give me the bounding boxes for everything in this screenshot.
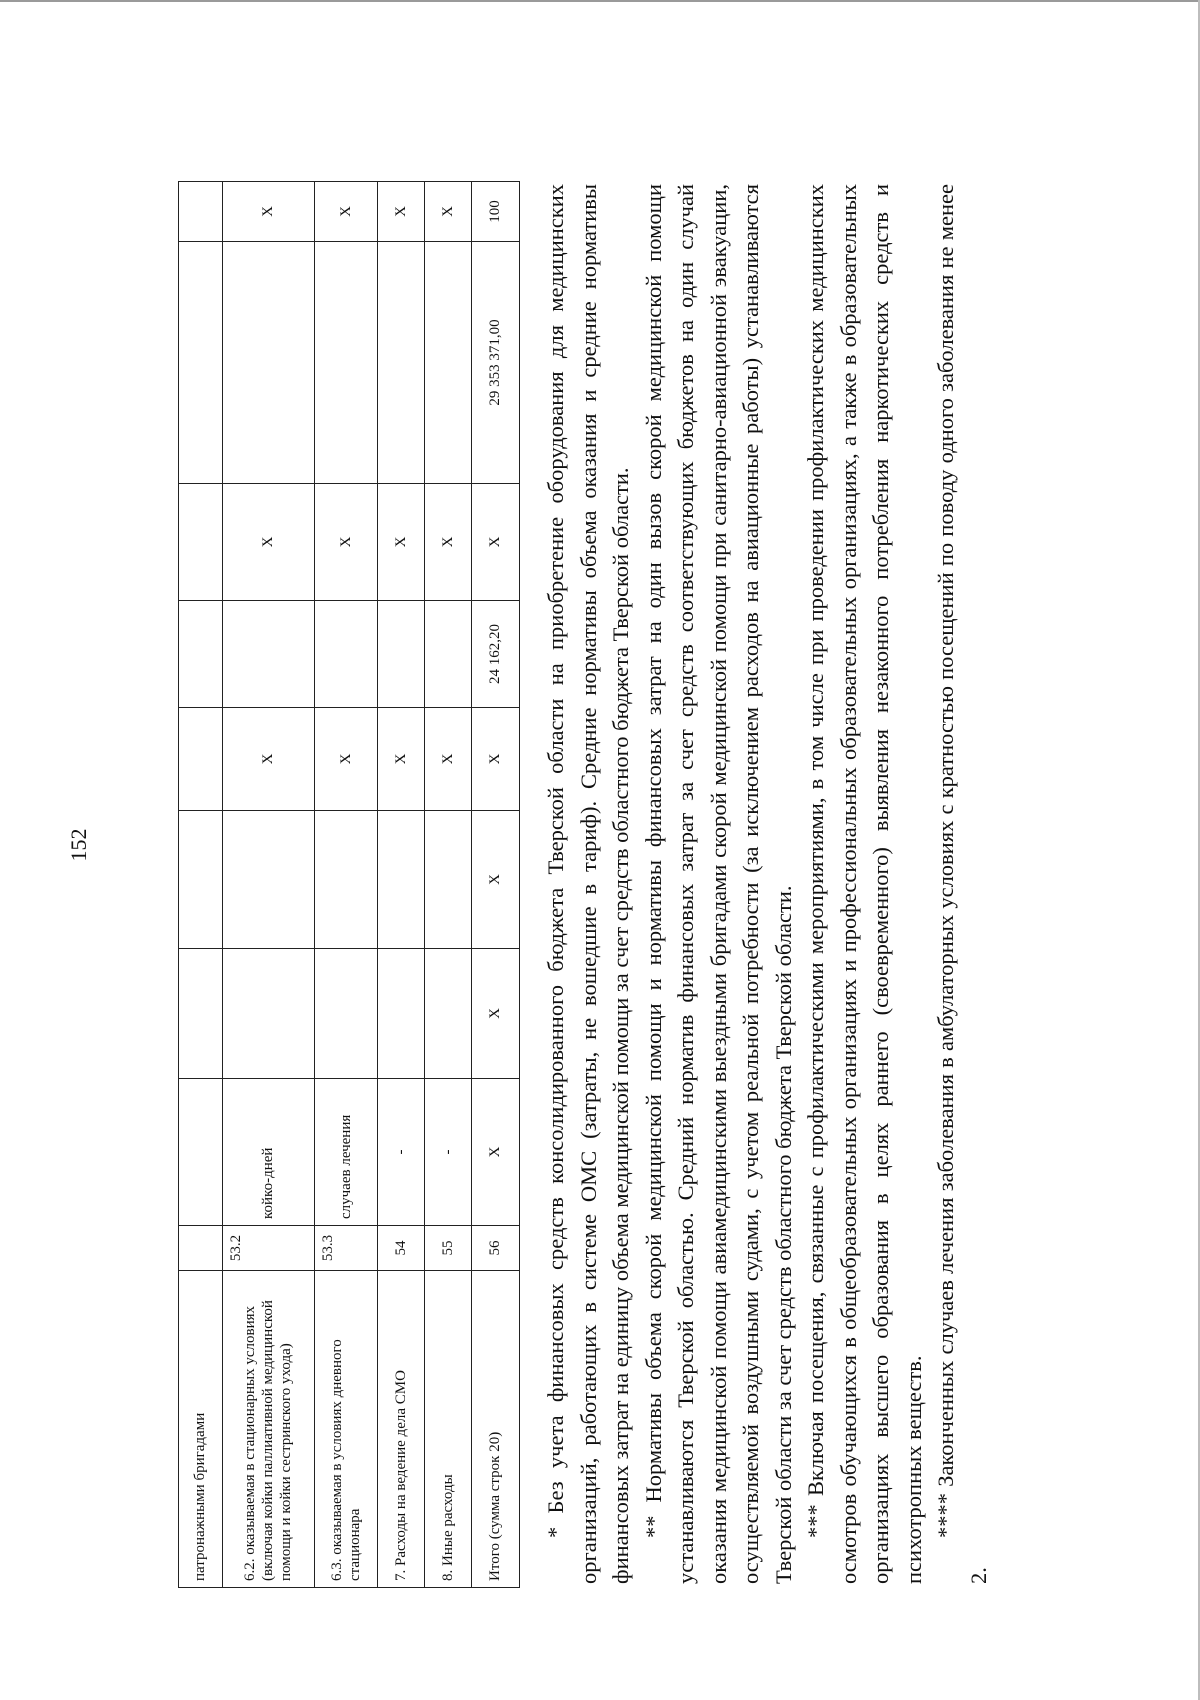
row-unit: - (377, 1079, 424, 1226)
row-cell: Х (377, 182, 424, 242)
row-cell (314, 601, 377, 708)
footnote-1: * Без учета финансовых средств консолидированного бюджета Тверской области на приобретение оборудования для медицинских организаций, работающих в системе ОМС (затраты, не вошедшие в тариф). Средние нормативы объема оказания и средние нормативы финансовых затрат на единицу объема медицинской помощи за счет средств областного бюджета Тверской области. (543, 184, 633, 1584)
row-cell (179, 811, 223, 949)
row-cell: Х (471, 811, 519, 949)
row-cell (179, 242, 223, 484)
row-cell (179, 601, 223, 708)
row-cell: 29 353 371,00 (471, 242, 519, 484)
row-unit: койко-дней (222, 1079, 314, 1226)
table-row (424, 182, 471, 1588)
row-unit (179, 1079, 223, 1226)
row-cell: Х (222, 708, 314, 811)
row-cell (424, 949, 471, 1079)
table-row (314, 182, 377, 1588)
row-code (179, 1226, 223, 1271)
row-code: 53.2 (222, 1226, 314, 1271)
row-cell: Х (314, 182, 377, 242)
row-cell (377, 242, 424, 484)
row-cell (179, 182, 223, 242)
row-cell (377, 949, 424, 1079)
footnote-4: **** Законченных случаев лечения заболевания в амбулаторных условиях с кратностью посещений по поводу одного заболевания не менее 2. (933, 184, 991, 1584)
row-cell: Х (471, 708, 519, 811)
budget-table (178, 181, 520, 1588)
row-cell: 100 (471, 182, 519, 242)
footnotes (540, 184, 995, 1584)
row-cell: Х (471, 484, 519, 601)
row-cell: 24 162,20 (471, 601, 519, 708)
row-code: 54 (377, 1226, 424, 1271)
row-cell (179, 484, 223, 601)
row-cell (424, 601, 471, 708)
row-cell (314, 811, 377, 949)
row-cell (377, 811, 424, 949)
row-cell (222, 601, 314, 708)
row-cell (424, 242, 471, 484)
row-cell (314, 949, 377, 1079)
table-row (471, 182, 519, 1588)
row-name: Итого (сумма строк 20) (471, 1271, 519, 1588)
row-code: 53.3 (314, 1226, 377, 1271)
row-cell: Х (377, 484, 424, 601)
row-cell: Х (471, 949, 519, 1079)
table-row (222, 182, 314, 1588)
row-cell (179, 708, 223, 811)
row-cell (222, 242, 314, 484)
row-name: патронажными бригадами (179, 1271, 223, 1588)
row-cell: Х (314, 484, 377, 601)
footnote-2: ** Нормативы объема скорой медицинской помощи и нормативы финансовых затрат на один вызов скорой медицинской помощи устанавливаются Тверской областью. Средний норматив финансовых затрат за счет средств соответствующих бюджетов на один случай оказания медицинской помощи авиамедицинскими выездными бригадами скорой медицинской помощи при санитарно-авиационной эвакуации, осуществляемой воздушными судами, с учетом реальной потребности (за исключением расходов на авиационные работы) устанавливаются Тверской области за счет средств областного бюджета Тверской области. (640, 184, 796, 1584)
row-cell: Х (222, 182, 314, 242)
row-code: 56 (471, 1226, 519, 1271)
row-cell: Х (377, 708, 424, 811)
row-cell (314, 242, 377, 484)
row-name: 7. Расходы на ведение дела СМО (377, 1271, 424, 1588)
row-name: 6.3. оказываемая в условиях дневного стационара (314, 1271, 377, 1588)
table-row (377, 182, 424, 1588)
row-cell (222, 811, 314, 949)
row-cell: Х (222, 484, 314, 601)
row-cell (222, 949, 314, 1079)
row-cell: Х (424, 182, 471, 242)
table-row (179, 182, 223, 1588)
row-cell (179, 949, 223, 1079)
row-unit: - (424, 1079, 471, 1226)
row-name: 6.2. оказываемая в стационарных условиях (включая койки паллиативной медицинской помощи и койки сестринского ухода) (222, 1271, 314, 1588)
row-cell (424, 811, 471, 949)
row-name: 8. Иные расходы (424, 1271, 471, 1588)
row-unit: случаев лечения (314, 1079, 377, 1226)
row-cell: Х (424, 484, 471, 601)
row-cell: Х (424, 708, 471, 811)
footnote-3: *** Включая посещения, связанные с профилактическими мероприятиями, в том числе при проведении профилактических медицинских осмотров обучающихся в общеобразовательных организациях и профессиональных образовательных организациях, а также в образовательных организациях высшего образования в целях раннего (своевременного) выявления незаконного потребления наркотических средств и психотропных веществ. (803, 184, 926, 1584)
row-unit: Х (471, 1079, 519, 1226)
row-cell: Х (314, 708, 377, 811)
page-number: 152 (66, 828, 91, 862)
row-code: 55 (424, 1226, 471, 1271)
row-cell (377, 601, 424, 708)
